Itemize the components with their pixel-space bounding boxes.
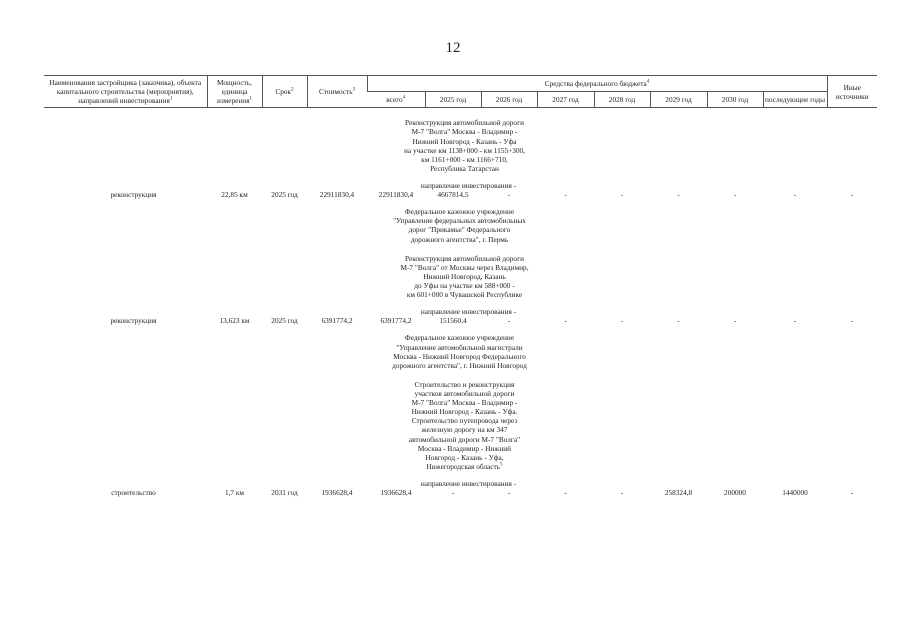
header-2026: 2026 год <box>481 92 537 108</box>
customer-row <box>44 199 877 243</box>
header-term: Срок$^2$ <box>262 76 307 108</box>
term-cell: 2031 год <box>271 488 298 498</box>
total-cell: 6391774,2 <box>380 316 412 326</box>
project-row <box>44 244 877 300</box>
y2026-cell: - <box>507 316 511 326</box>
customer-row <box>44 325 877 369</box>
direction-label: направление инвестирования - <box>420 307 517 317</box>
y2030-cell: - <box>733 316 737 326</box>
direction-row <box>44 299 877 316</box>
investment-type: строительство <box>111 488 156 498</box>
later-cell: - <box>793 316 797 326</box>
header-federal: Средства федерального бюджета$^4$ <box>367 76 827 92</box>
term-cell: 2025 год <box>271 316 298 326</box>
project-name: Реконструкция автомобильной дороги М-7 "Волга" от Москвы через Владимир, Нижний Новгород, Казань до Уфы на участке км 588+000 - км 601+000 в Чувашской Республике <box>400 253 529 300</box>
other-cell: - <box>850 316 854 326</box>
y2026-cell: - <box>507 488 511 498</box>
customer-name: Федеральное казенное учреждение "Управление федеральных автомобильных дорог "Прикамье" Федерального дорожного агентства", г. Пермь <box>393 207 526 244</box>
y2029-cell: - <box>677 316 680 326</box>
capacity-cell: 13,623 км <box>219 316 250 326</box>
y2026-cell: - <box>507 190 511 200</box>
investment-type: реконструкция <box>110 190 157 200</box>
header-name: Наименования застройщика (заказчика), объекта капитального строительства (мероприятия), направлений инвестирования$^1$ <box>44 76 207 108</box>
values-row <box>44 316 877 325</box>
other-cell: - <box>850 488 854 498</box>
header-2025: 2025 год <box>425 92 481 108</box>
customer-name: Федеральное казенное учреждение "Управление автомобильной магистрали Москва - Нижний Новгород Федерального дорожного агентства", г. Нижний Новгород <box>392 333 527 370</box>
capacity-cell: 1,7 км <box>224 488 245 498</box>
header-cost: Стоимость$^3$ <box>307 76 367 108</box>
y2027-cell: - <box>564 190 567 200</box>
y2028-cell: - <box>620 190 624 200</box>
direction-label: направление инвестирования - <box>420 180 517 190</box>
y2029-cell: - <box>677 190 680 200</box>
y2029-cell: 258324,8 <box>664 488 693 498</box>
y2030-cell: 200000 <box>724 488 746 498</box>
header-total: всего$^4$ <box>367 92 425 108</box>
direction-row <box>44 471 877 488</box>
other-cell: - <box>850 190 854 200</box>
header-capacity: Мощность, единица измерения$^1$ <box>207 76 262 108</box>
y2025-cell: 4667814,5 <box>437 190 469 200</box>
budget-table <box>44 75 877 497</box>
y2027-cell: - <box>564 488 567 498</box>
y2028-cell: - <box>620 316 624 326</box>
project-name: Реконструкция автомобильной дороги М-7 "Волга" Москва - Владимир - Нижний Новгород - Казань - Уфа на участке км 1138+000 - км 1155+300, км 1161+000 - км 1166+710, Республика Татарстан <box>403 118 526 173</box>
y2027-cell: - <box>564 316 567 326</box>
y2025-cell: 151560,4 <box>439 316 467 326</box>
cost-cell: 6391774,2 <box>321 316 353 326</box>
project-row <box>44 370 877 471</box>
direction-label: направление инвестирования - <box>420 478 517 488</box>
investment-type: реконструкция <box>110 316 157 326</box>
project-name: Строительство и реконструкция участков автомобильной дороги М-7 "Волга" Москва - Владимир - Нижний Новгород - Казань - Уфа. Строительство путепровода через железную дорогу на км 347 автомобильной дороги М-7 "Волга" Москва - Владимир - Нижний Новгород - Казань - Уфа, Нижегородская область$^5$ <box>408 379 521 471</box>
header-other: Иные источники <box>827 76 877 108</box>
direction-row <box>44 173 877 190</box>
cost-cell: 22911830,4 <box>319 190 355 200</box>
later-cell: - <box>793 190 797 200</box>
y2028-cell: - <box>620 488 624 498</box>
total-cell: 1936628,4 <box>380 488 412 498</box>
header-row <box>44 76 877 92</box>
cost-cell: 1936628,4 <box>321 488 353 498</box>
later-cell: 1440000 <box>782 488 808 498</box>
header-later: последующие годы <box>763 92 827 108</box>
header-2027: 2027 год <box>537 92 594 108</box>
page-number: 12 <box>445 40 461 56</box>
header-2028: 2028 год <box>594 92 650 108</box>
y2025-cell: - <box>451 488 455 498</box>
total-cell: 22911830,4 <box>378 190 414 200</box>
values-row <box>44 190 877 199</box>
capacity-cell: 22,85 км <box>221 190 248 200</box>
y2030-cell: - <box>733 190 737 200</box>
values-row <box>44 488 877 497</box>
term-cell: 2025 год <box>271 190 298 200</box>
header-2029: 2029 год <box>650 92 707 108</box>
header-2030: 2030 год <box>707 92 763 108</box>
project-row <box>44 108 877 173</box>
